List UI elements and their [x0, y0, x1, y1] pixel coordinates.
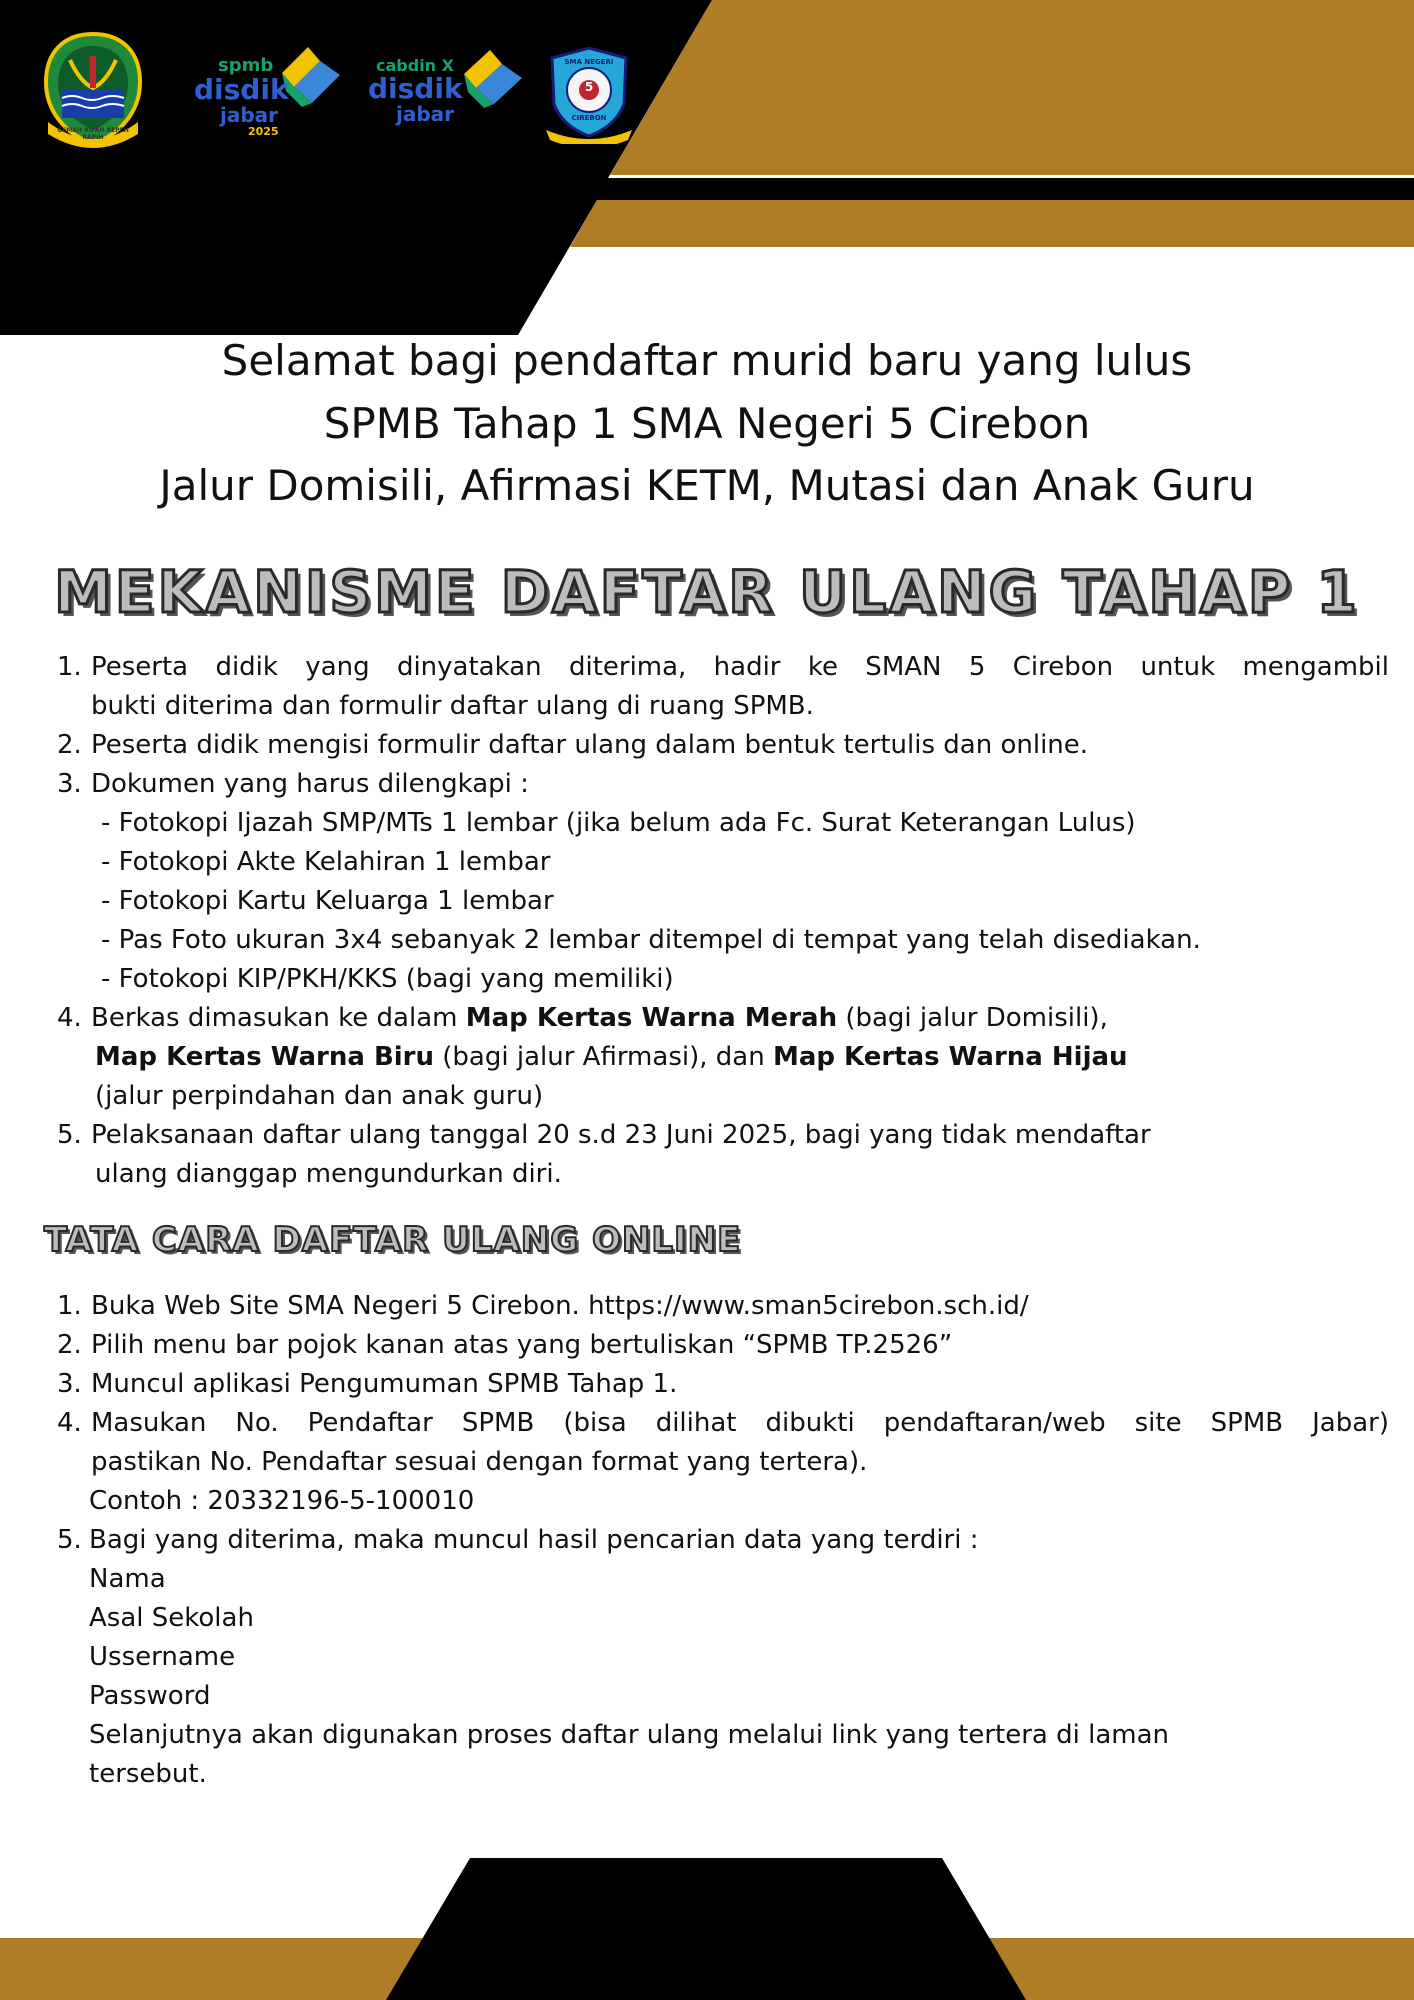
header-gold-top: [610, 0, 1414, 175]
item-text: ulang dianggap mengundurkan diri.: [95, 1159, 562, 1189]
list-item: [57, 765, 1389, 999]
list-item: [57, 1365, 1389, 1404]
item-number: 3.: [57, 769, 82, 799]
item-text: [91, 999, 1389, 1038]
result-field: Password: [89, 1681, 211, 1711]
folder-green-label: Map Kertas Warna Hijau: [772, 1042, 1128, 1072]
text-segment: (bagi jalur Afirmasi), dan: [434, 1042, 773, 1072]
folder-blue-label: Map Kertas Warna Biru: [95, 1042, 435, 1072]
item-text: Pelaksanaan daftar ulang tanggal 20 s.d 23 Juni 2025, bagi yang tidak mendaftar: [91, 1120, 1151, 1150]
list-item: [57, 999, 1389, 1116]
item-text: bukti diterima dan formulir daftar ulang di ruang SPMB.: [91, 691, 814, 721]
jabar-ribbon-text: GEMAH RIPAH REPEH RAPIH: [57, 127, 129, 141]
disdik-word: disdik: [368, 72, 463, 105]
spmb-word: spmb: [218, 55, 274, 76]
item-text: Dokumen yang harus dilengkapi :: [91, 769, 529, 799]
heading-line-1: Selamat bagi pendaftar murid baru yang lulus: [221, 336, 1193, 385]
item-number: 2.: [57, 730, 82, 760]
item-text: Buka Web Site SMA Negeri 5 Cirebon. https://www.sman5cirebon.sch.id/: [91, 1291, 1029, 1321]
item-text: Masukan No. Pendaftar SPMB (bisa dilihat dibukti pendaftaran/web site SPMB Jabar): [91, 1408, 1389, 1438]
heading-line-2: SPMB Tahap 1 SMA Negeri 5 Cirebon: [323, 399, 1091, 448]
header-gold-stripe: [570, 200, 1414, 247]
list-item: [57, 726, 1389, 765]
item-number: 1.: [57, 652, 82, 682]
item-number: 4.: [57, 1408, 82, 1438]
item-number: 3.: [57, 1369, 82, 1399]
item-text: Bagi yang diterima, maka muncul hasil pencarian data yang terdiri :: [89, 1525, 979, 1555]
list-item: [57, 1521, 1389, 1794]
closing-text: Selanjutnya akan digunakan proses daftar ulang melalui link yang tertera di laman: [89, 1720, 1170, 1750]
item-text: Peserta didik yang dinyatakan diterima, hadir ke SMAN 5 Cirebon untuk mengambil: [91, 652, 1389, 682]
item-number: 2.: [57, 1330, 82, 1360]
list-item: [57, 1116, 1389, 1194]
mekanisme-list: [57, 648, 1389, 1194]
cabdin-disdik-logo: [366, 50, 526, 135]
disdik-word: disdik: [194, 73, 289, 106]
document-item: - Fotokopi Akte Kelahiran 1 lembar: [101, 847, 551, 877]
item-text: pastikan No. Pendaftar sesuai dengan format yang tertera).: [91, 1447, 868, 1477]
item-number: 5.: [57, 1120, 82, 1150]
item-number: 1.: [57, 1291, 82, 1321]
document-item: - Pas Foto ukuran 3x4 sebanyak 2 lembar ditempel di tempat yang telah disediakan.: [101, 925, 1201, 955]
result-field: Asal Sekolah: [89, 1603, 254, 1633]
item-text: Muncul aplikasi Pengumuman SPMB Tahap 1.: [91, 1369, 678, 1399]
online-steps-list: [57, 1287, 1389, 1794]
year-word: 2025: [248, 125, 279, 138]
result-field: Ussername: [89, 1642, 236, 1672]
item-number: 5.: [57, 1525, 82, 1555]
spmb-disdik-logo: [190, 45, 350, 140]
school-badge-logo: [544, 44, 634, 144]
text-segment: Berkas dimasukan ke dalam: [91, 1003, 466, 1033]
item-text: [95, 1038, 1389, 1077]
list-item: [57, 1404, 1389, 1521]
text-segment: (bagi jalur Domisili),: [837, 1003, 1108, 1033]
example-number: Contoh : 20332196-5-100010: [89, 1486, 475, 1516]
item-number: 4.: [57, 1003, 82, 1033]
jabar-emblem-logo: [40, 30, 146, 150]
online-title: TATA CARA DAFTAR ULANG ONLINE: [44, 1220, 742, 1260]
item-text: Pilih menu bar pojok kanan atas yang bertuliskan “SPMB TP.2526”: [91, 1330, 953, 1360]
document-item: - Fotokopi Ijazah SMP/MTs 1 lembar (jika belum ada Fc. Surat Keterangan Lulus): [101, 808, 1136, 838]
footer-black-trapezoid: [386, 1858, 1026, 2000]
list-item: [57, 1287, 1389, 1326]
closing-text: tersebut.: [89, 1759, 207, 1789]
document-item: - Fotokopi Kartu Keluarga 1 lembar: [101, 886, 554, 916]
document-item: - Fotokopi KIP/PKH/KKS (bagi yang memiliki): [101, 964, 674, 994]
school-badge-number: 5: [584, 80, 594, 94]
item-text: Peserta didik mengisi formulir daftar ulang dalam bentuk tertulis dan online.: [91, 730, 1089, 760]
result-field: Nama: [89, 1564, 166, 1594]
mekanisme-title: MEKANISME DAFTAR ULANG TAHAP 1: [54, 558, 1360, 626]
school-badge-top-text: SMA NEGERI: [564, 58, 614, 66]
folder-red-label: Map Kertas Warna Merah: [465, 1003, 838, 1033]
list-item: [57, 648, 1389, 726]
heading-line-3: Jalur Domisili, Afirmasi KETM, Mutasi dan Anak Guru: [159, 461, 1255, 510]
list-item: [57, 1326, 1389, 1365]
school-badge-bottom-text: CIREBON: [571, 114, 607, 122]
jabar-word: jabar: [396, 102, 455, 126]
cabdin-word: cabdin X: [376, 56, 454, 75]
item-text: (jalur perpindahan dan anak guru): [95, 1081, 544, 1111]
jabar-word: jabar: [220, 103, 279, 127]
